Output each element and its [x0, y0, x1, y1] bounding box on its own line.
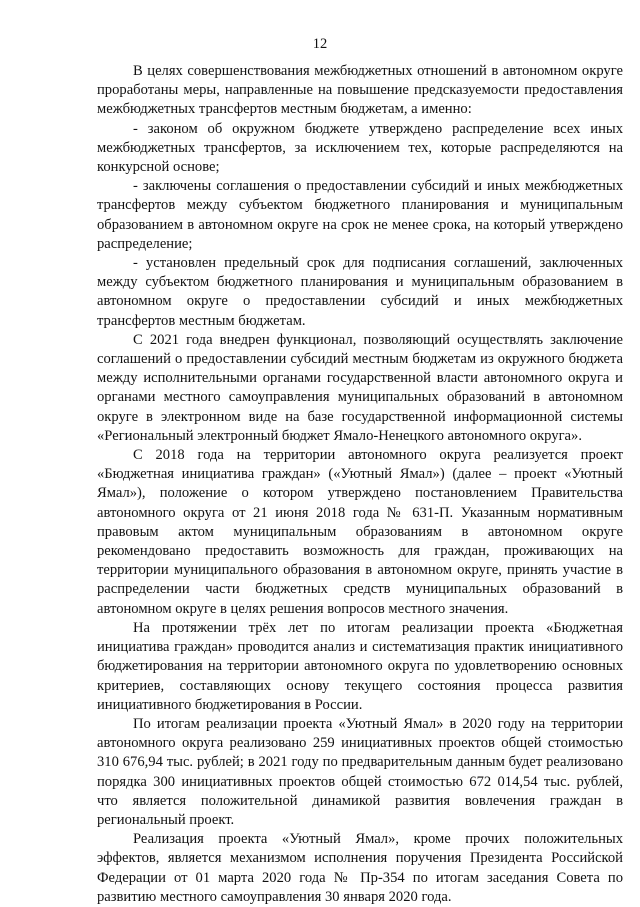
paragraph-list-item-deadline: - установлен предельный срок для подписания соглашений, заключенных между субъектом бюджетного планирования и муниципальным образованием в автономном округе о предоставлении субсидий и иных межбюджетных трансфертов местным бюджетам.: [97, 255, 623, 329]
paragraph-project-intro: С 2018 года на территории автономного округа реализуется проект «Бюджетная инициатива граждан» («Уютный Ямал») (далее – проект «Уютный Ямал»), положение о котором утверждено постановлением Правительства автономного округа от 21 июня 2018 года № 631-П. Указанным нормативным правовым актом муниципальным образованиям в автономном округе рекомендовано предоставить возможность для граждан, проживающих на территории муниципального образования в автономном округе, принять участие в распределении части бюджетных средств муниципальных образований в автономном округе в целях решения вопросов местного значения.: [97, 447, 623, 617]
paragraph-presidential-order: Реализация проекта «Уютный Ямал», кроме прочих положительных эффектов, является механизмом исполнения поручения Президента Российской Федерации от 01 марта 2020 года № Пр-354 по итогам заседания Совета по развитию местного самоуправления 30 января 2020 года.: [97, 831, 623, 905]
paragraph-list-item-agreements: - заключены соглашения о предоставлении субсидий и иных межбюджетных трансфертов между субъектом бюджетного планирования и муниципальным образованием в автономном округе на срок не менее срока, на который утверждено распределение;: [97, 178, 623, 252]
paragraph-intro: В целях совершенствования межбюджетных отношений в автономном округе проработаны меры, направленные на повышение предсказуемости предоставления межбюджетных трансфертов местным бюджетам, а именно:: [97, 63, 623, 118]
paragraph-list-item-law: - законом об окружном бюджете утверждено распределение всех иных межбюджетных трансфертов, за исключением тех, которые распределяются на конкурсной основе;: [97, 120, 623, 176]
paragraph-results: По итогам реализации проекта «Уютный Ямал» в 2020 году на территории автономного округа реализовано 259 инициативных проектов общей стоимостью 310 676,94 тыс. рублей; в 2021 году по предварительным данным будет реализовано порядка 300 инициативных проектов общей стоимостью 672 014,54 тыс. рублей, что является положительной динамикой развития вовлечения граждан в региональный проект.: [97, 715, 623, 828]
document-body: [97, 62, 623, 907]
paragraph-electronic-budget: С 2021 года внедрен функционал, позволяющий осуществлять заключение соглашений о предоставлении субсидий местным бюджетам из окружного бюджета между исполнительными органами государственной власти автономного округа и органами местного самоуправления муниципальных образований в автономном округе в электронном виде на базе государственной информационной системы «Региональный электронный бюджет Ямало-Ненецкого автономного округа».: [97, 331, 623, 444]
page-number: 12: [312, 36, 328, 52]
paragraph-analysis: На протяжении трёх лет по итогам реализации проекта «Бюджетная инициатива граждан» проводится анализ и систематизация практик инициативного бюджетирования на территории автономного округа по удовлетворению основных критериев, составляющих основу текущего состояния процесса развития инициативного бюджетирования в России.: [97, 619, 623, 713]
